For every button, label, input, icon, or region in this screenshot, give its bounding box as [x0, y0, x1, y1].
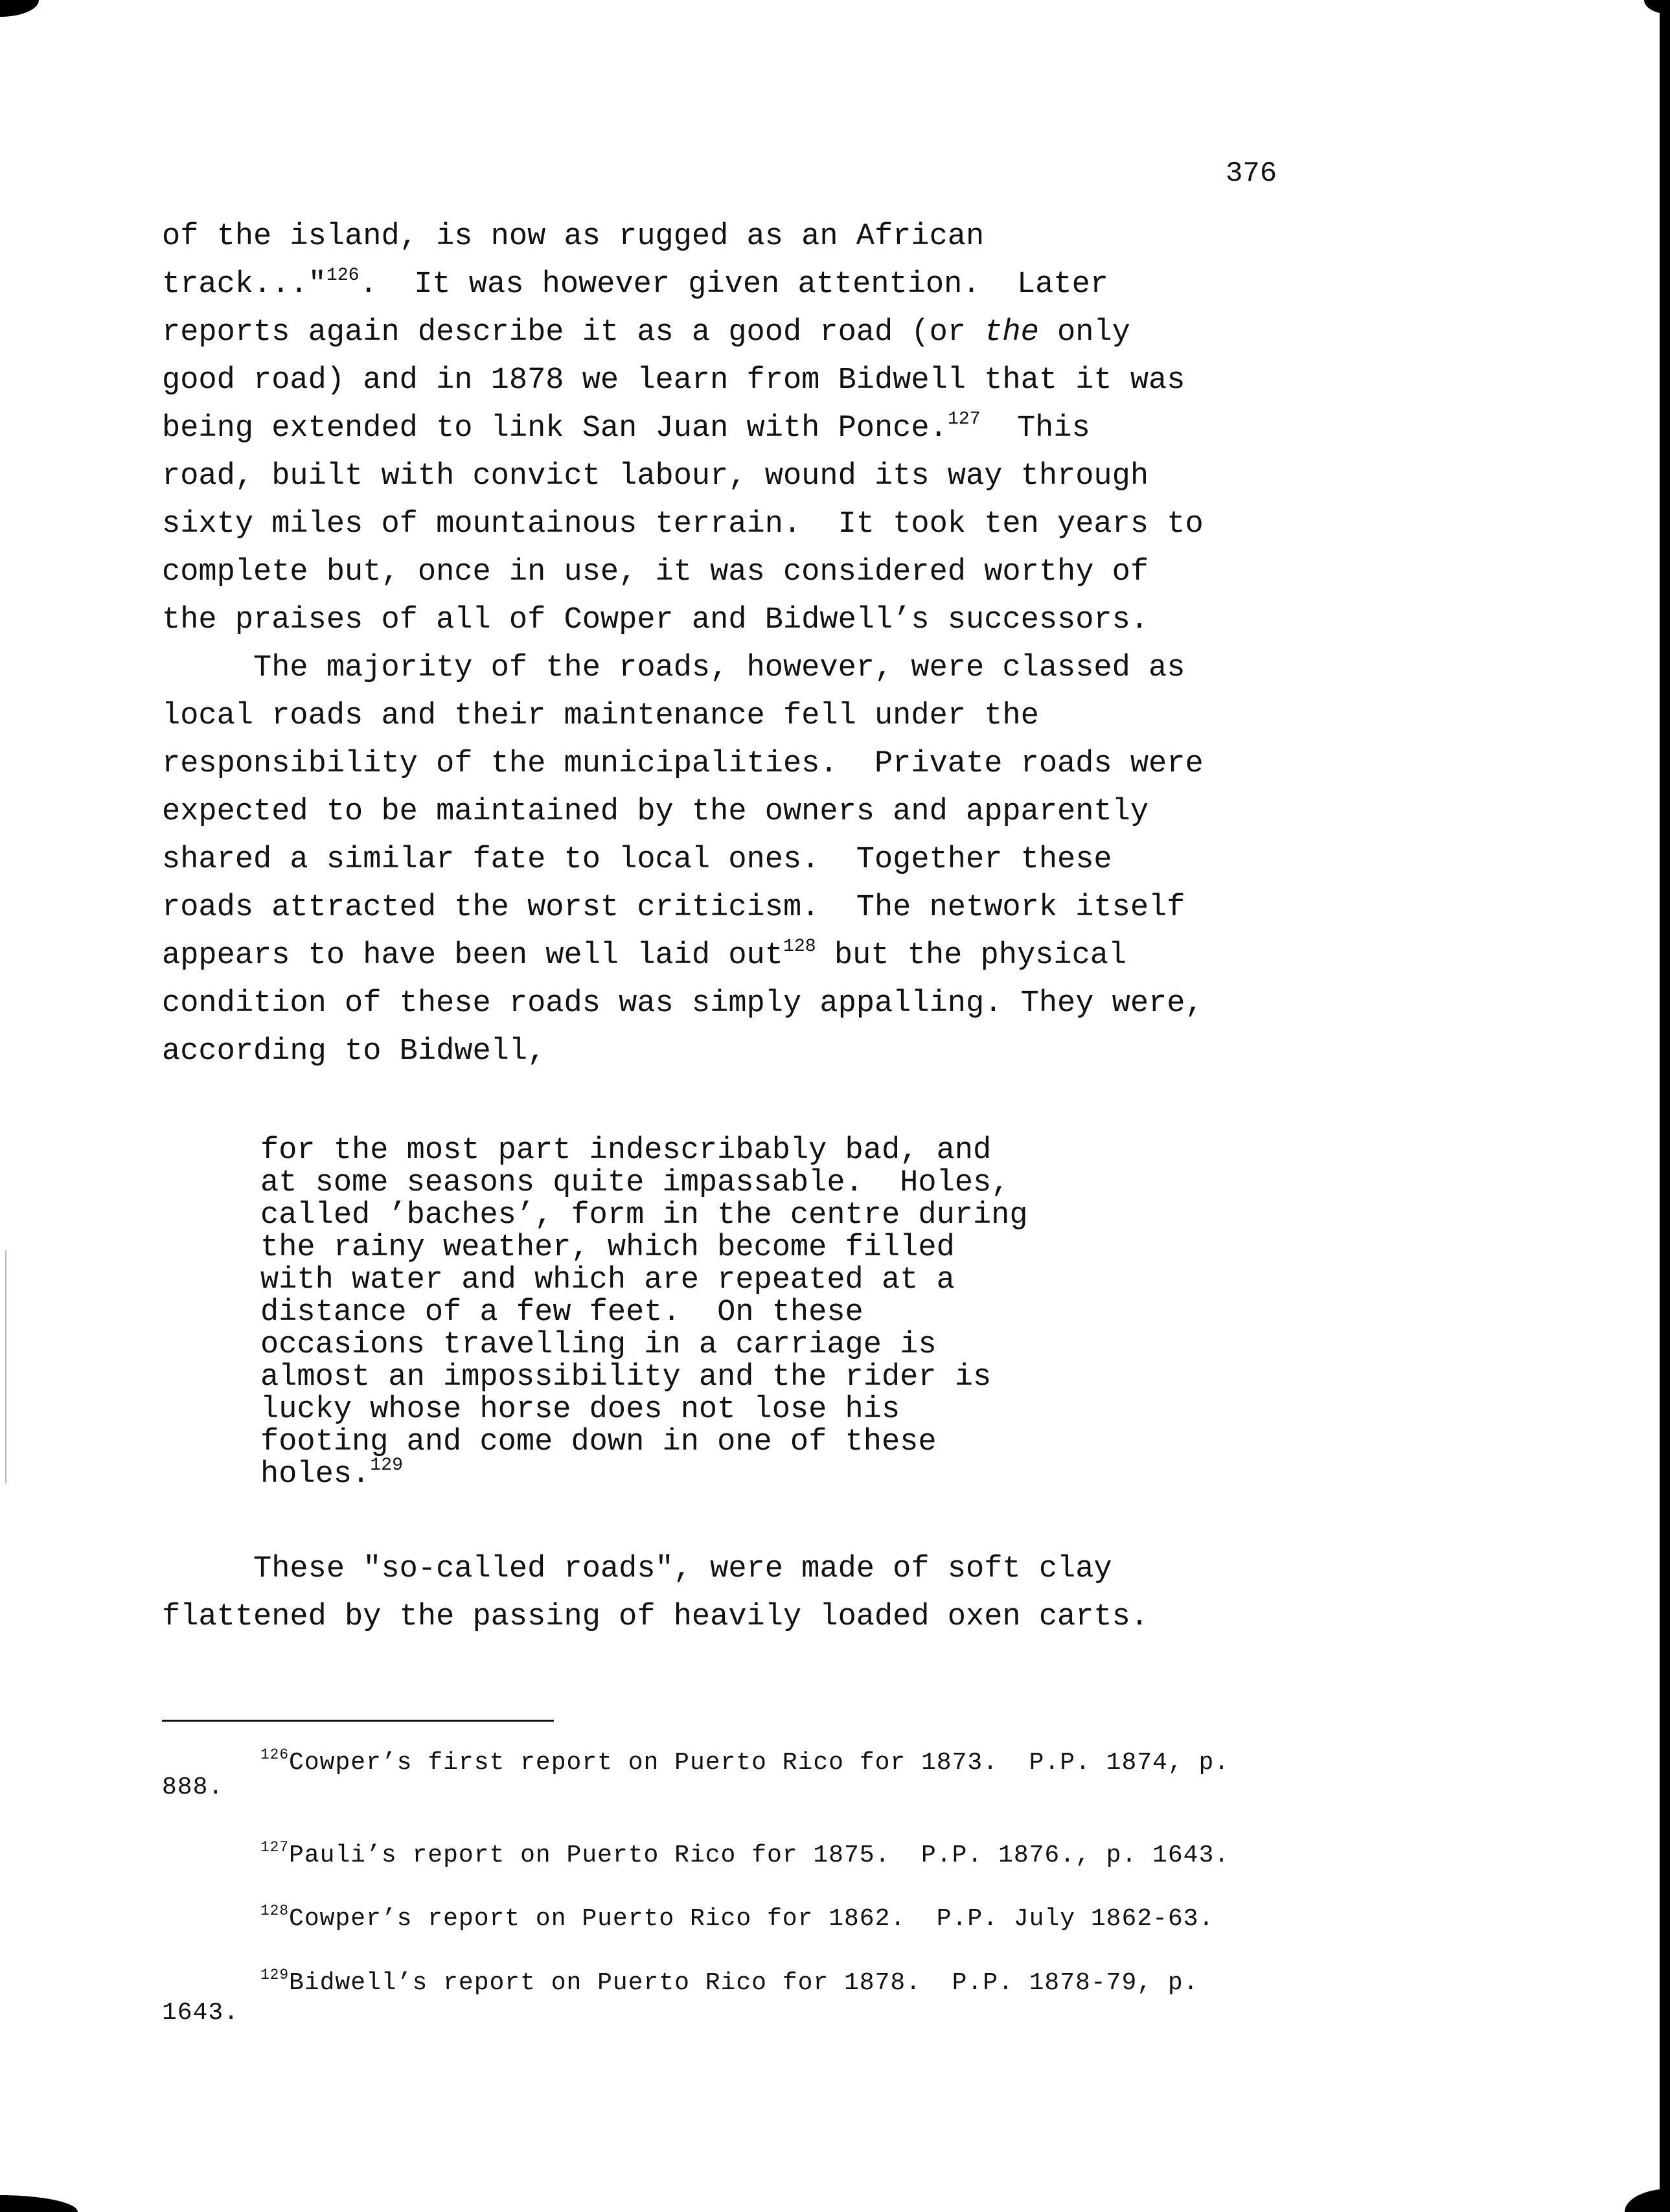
text-line: appears to have been well laid out$^{128}$ but the physical	[162, 936, 1127, 973]
text-line: roads attracted the worst criticism. The network itself	[162, 891, 1185, 925]
scan-corner-bottom-left	[0, 2195, 78, 2212]
text-line: being extended to link San Juan with Ponce.$^{127}$ This	[162, 409, 1090, 446]
scan-edge-right	[1660, 0, 1670, 2212]
quote-line: occasions travelling in a carriage is	[260, 1328, 937, 1362]
text-line: The majority of the roads, however, were classed as	[162, 651, 1185, 685]
footnote-ref-127: 127	[947, 409, 981, 429]
quote-line: for the most part indescribably bad, and	[260, 1134, 992, 1168]
footnote-128: $^{128}$Cowper’s report on Puerto Rico for 1862. P.P. July 1862-63.	[260, 1902, 1215, 1933]
scan-corner-top-right	[1644, 0, 1670, 14]
text-line: track..."$^{126}$. It was however given attention. Later	[162, 265, 1108, 302]
quote-line: called ’baches’, form in the centre during	[260, 1198, 1028, 1233]
footnote-ref-126: 126	[326, 265, 360, 286]
footnote-ref-129: 129	[370, 1455, 403, 1476]
text-line: local roads and their maintenance fell under the	[162, 699, 1039, 733]
footnote-129-cont: 1643.	[162, 1999, 240, 2027]
scan-corner-top-left	[0, 0, 39, 17]
text-line: shared a similar fate to local ones. Together these	[162, 843, 1112, 877]
text-line: expected to be maintained by the owners and apparently	[162, 795, 1149, 829]
footnote-126: $^{126}$Cowper’s first report on Puerto Rico for 1873. P.P. 1874, p.	[260, 1746, 1230, 1777]
footnote-129: $^{129}$Bidwell’s report on Puerto Rico for 1878. P.P. 1878-79, p.	[260, 1967, 1199, 1997]
text-line: reports again describe it as a good road (or the only	[162, 315, 1130, 350]
footnote-ref-128: 128	[783, 936, 816, 957]
text-line: condition of these roads was simply appalling. They were,	[162, 986, 1204, 1021]
text-line: complete but, once in use, it was considered worthy of	[162, 555, 1149, 589]
scan-corner-bottom-right	[1625, 2189, 1670, 2212]
quote-line: almost an impossibility and the rider is	[260, 1360, 992, 1395]
quote-line: holes.$^{129}$	[260, 1455, 403, 1492]
footnote-126-cont: 888.	[162, 1773, 224, 1801]
quote-line: lucky whose horse does not lose his	[260, 1393, 900, 1427]
page-number: 376	[1226, 157, 1277, 190]
text-line: responsibility of the municipalities. Private roads were	[162, 747, 1204, 781]
text-line: of the island, is now as rugged as an African	[162, 220, 985, 254]
text-line: sixty miles of mountainous terrain. It took ten years to	[162, 507, 1204, 542]
quote-line: the rainy weather, which become filled	[260, 1231, 955, 1265]
text-line: according to Bidwell,	[162, 1034, 546, 1069]
text-line: the praises of all of Cowper and Bidwell’s successors.	[162, 603, 1149, 637]
quote-line: footing and come down in one of these	[260, 1425, 937, 1459]
quote-line: with water and which are repeated at a	[260, 1263, 955, 1297]
footnote-separator	[162, 1720, 554, 1722]
footnote-127: $^{127}$Pauli’s report on Puerto Rico for 1875. P.P. 1876., p. 1643.	[260, 1839, 1230, 1869]
quote-line: distance of a few feet. On these	[260, 1295, 864, 1330]
text-line: flattened by the passing of heavily loaded oxen carts.	[162, 1600, 1149, 1634]
text-line: These "so-called roads", were made of soft clay	[162, 1552, 1112, 1586]
text-line: good road) and in 1878 we learn from Bidwell that it was	[162, 363, 1185, 398]
scan-edge-mark	[5, 1250, 6, 1483]
emphasis-the: the	[984, 315, 1039, 350]
text-line: road, built with convict labour, wound its way through	[162, 459, 1149, 494]
quote-line: at some seasons quite impassable. Holes,	[260, 1166, 1010, 1200]
